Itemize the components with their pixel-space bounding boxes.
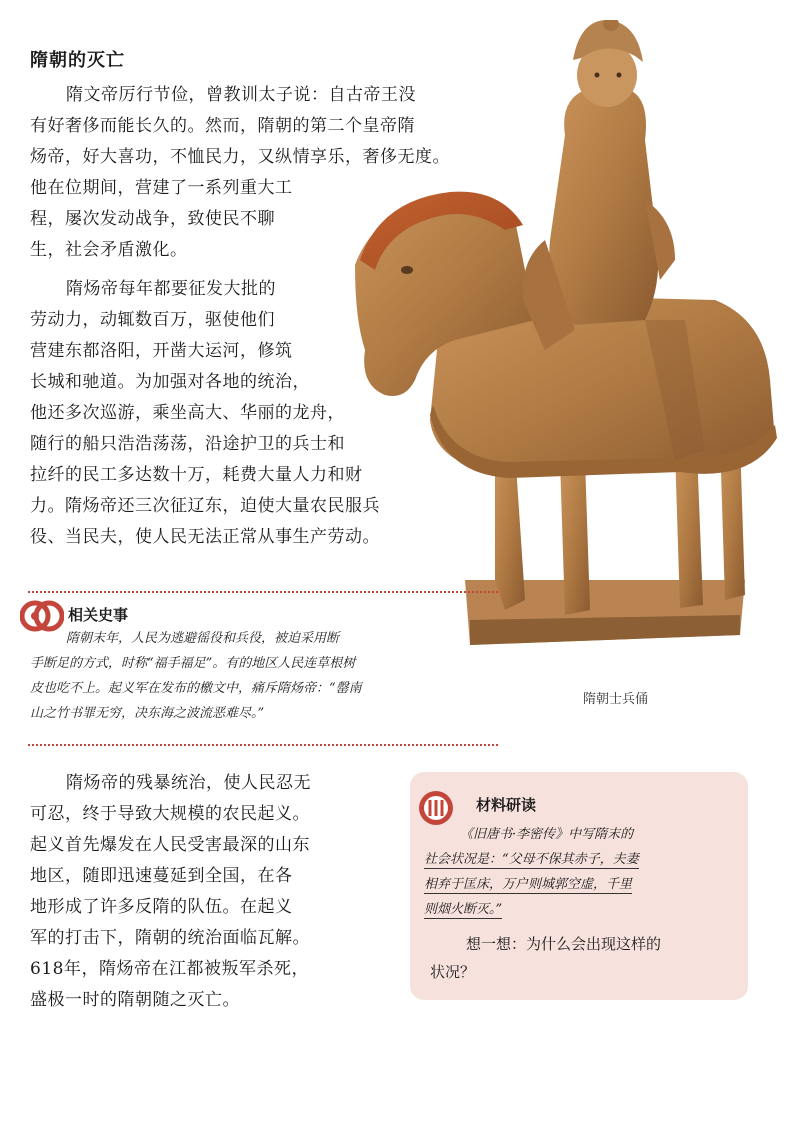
text-line: 隋炀帝的残暴统治，使人民忍无 — [66, 773, 311, 793]
text-line: 山之竹书罪无穷，决东海之波流恶难尽。” — [30, 706, 265, 721]
text-line: 想一想：为什么会出现这样的 — [466, 935, 662, 953]
text-line: 盛极一时的隋朝随之灭亡。 — [30, 990, 240, 1010]
text-line: 拉纤的民工多达数十万，耗费大量人力和财 — [30, 465, 363, 485]
divider — [28, 591, 498, 593]
text-line: 《旧唐书·李密传》中写隋末的 — [460, 827, 634, 842]
text-line: 社会状况是：“父母不保其赤子，夫妻 — [424, 852, 639, 867]
text-line: 618年，隋炀帝在江都被叛军杀死， — [30, 959, 309, 979]
related-history-text — [30, 626, 500, 726]
text-line: 地形成了许多反隋的队伍。在起义 — [30, 897, 293, 917]
text-line: 皮也吃不上。起义军在发布的檄文中，痛斥隋炀帝：“罄南 — [30, 681, 362, 696]
text-line: 有好奢侈而能长久的。然而，隋朝的第二个皇帝隋 — [30, 116, 415, 136]
text-line: 生，社会矛盾激化。 — [30, 240, 188, 260]
text-line: 隋炀帝每年都要征发大批的 — [66, 279, 276, 299]
text-line: 可忍，终于导致大规模的农民起义。 — [30, 804, 310, 824]
text-line: 营建东都洛阳，开凿大运河，修筑 — [30, 341, 293, 361]
text-line: 手断足的方式，时称“福手福足”。有的地区人民连草根树 — [30, 656, 356, 671]
material-study-question — [430, 930, 740, 986]
text-line: 力。隋炀帝还三次征辽东，迫使大量农民服兵 — [30, 496, 380, 516]
material-study-text — [424, 822, 740, 922]
related-history-title: 相关史事 — [68, 606, 129, 624]
text-line: 状况？ — [430, 963, 476, 981]
text-line: 起义首先爆发在人民受害最深的山东 — [30, 835, 310, 855]
text-line: 军的打击下，隋朝的统治面临瓦解。 — [30, 928, 310, 948]
section-title: 隋朝的灭亡 — [30, 50, 125, 71]
text-line: 炀帝，好大喜功，不恤民力，又纵情享乐，奢侈无度。 — [30, 147, 450, 167]
text-line: 则烟火断灭。” — [424, 902, 503, 917]
material-study-title: 材料研读 — [476, 796, 537, 814]
divider — [28, 744, 498, 746]
text-line: 程，屡次发动战争，致使民不聊 — [30, 209, 275, 229]
text-line: 长城和驰道。为加强对各地的统治， — [30, 372, 310, 392]
text-line: 他在位期间，营建了一系列重大工 — [30, 178, 293, 198]
soldier-figurine-image — [345, 20, 785, 670]
figure-caption: 隋朝士兵俑 — [583, 692, 649, 707]
text-line: 随行的船只浩浩荡荡，沿途护卫的兵士和 — [30, 434, 345, 454]
text-line: 隋朝末年，人民为逃避徭役和兵役，被迫采用断 — [66, 631, 340, 646]
text-line: 隋文帝厉行节俭，曾教训太子说：自古帝王没 — [66, 85, 416, 105]
text-line: 他还多次巡游，乘坐高大、华丽的龙舟， — [30, 403, 345, 423]
text-line: 劳动力，动辄数百万，驱使他们 — [30, 310, 275, 330]
text-line: 地区，随即迅速蔓延到全国，在各 — [30, 866, 293, 886]
paragraph-3 — [30, 768, 400, 1016]
text-line: 相弃于匡床，万户则城郭空虚，千里 — [424, 877, 633, 892]
text-line: 役、当民夫，使人民无法正常从事生产劳动。 — [30, 527, 380, 547]
